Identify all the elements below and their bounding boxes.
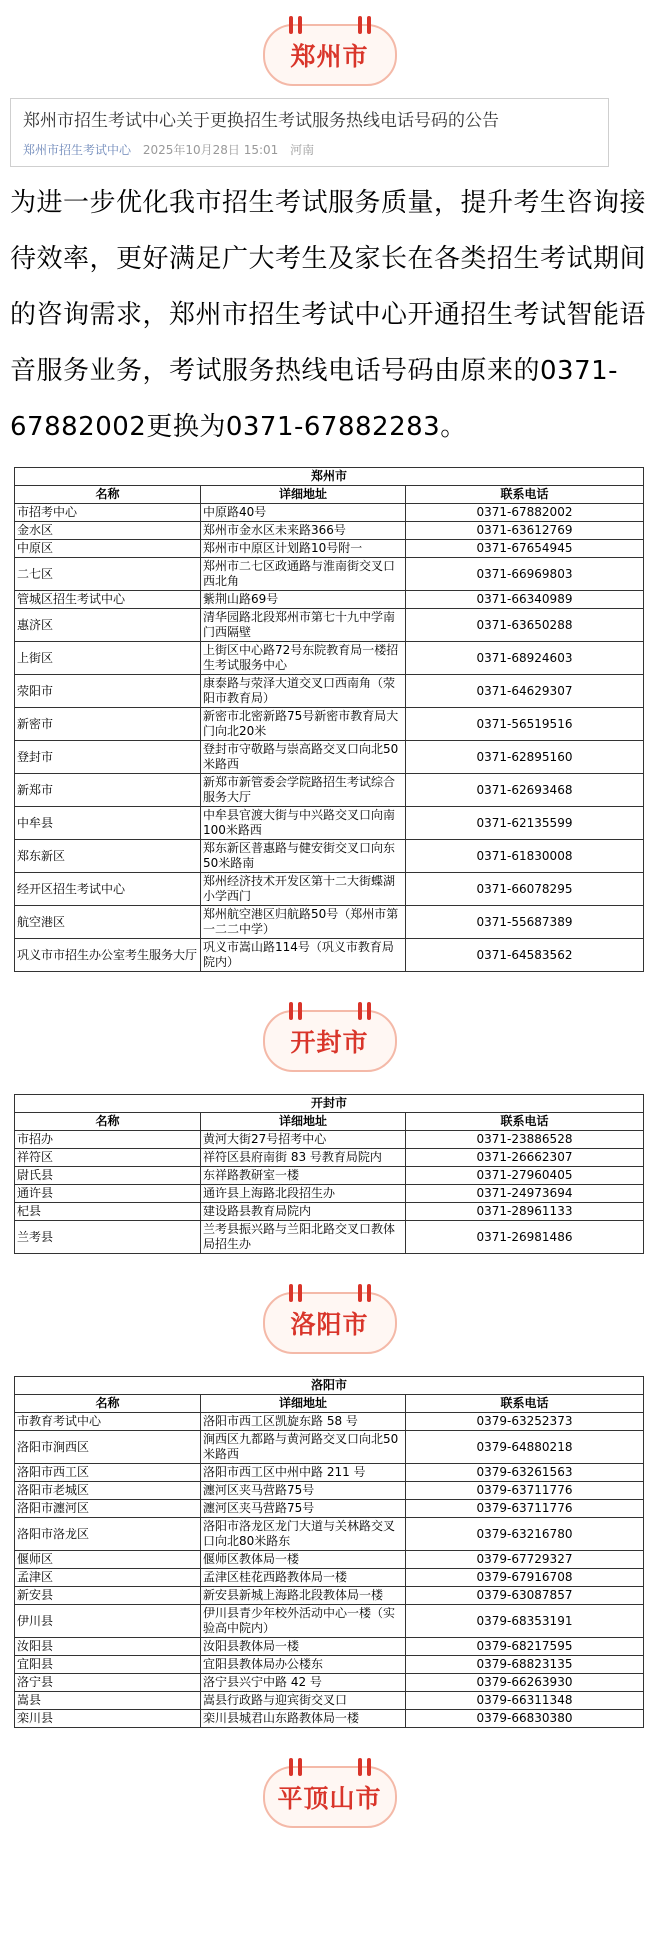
cell-name: 兰考县: [15, 1221, 201, 1254]
intro-paragraph: 为进一步优化我市招生考试服务质量，提升考生咨询接待效率，更好满足广大考生及家长在各类招生考试期间的咨询需求，郑州市招生考试中心开通招生考试智能语音服务业务，考试服务热线电话号码由原来的0371-67882002更换为0371-67882283。: [10, 188, 647, 442]
cell-phone: 0379-63252373: [406, 1413, 644, 1431]
cell-address: 郑东新区普惠路与健安街交叉口向东50米路南: [201, 840, 406, 873]
table-row: [15, 522, 644, 540]
cell-name: 祥符区: [15, 1149, 201, 1167]
cell-address: 黄河大街27号招考中心: [201, 1131, 406, 1149]
cell-name: 宜阳县: [15, 1656, 201, 1674]
table-row: [15, 591, 644, 609]
cell-address: 巩义市嵩山路114号（巩义市教育局院内）: [201, 939, 406, 972]
cell-address: 洛阳市西工区凯旋东路 58 号: [201, 1413, 406, 1431]
cell-phone: 0371-56519516: [406, 708, 644, 741]
cell-name: 洛阳市瀍河区: [15, 1500, 201, 1518]
table-row: [15, 1131, 644, 1149]
table-row: [15, 609, 644, 642]
article-location: 河南: [290, 143, 315, 157]
city-heading-zhengzhou: [0, 0, 659, 86]
cell-address: 上街区中心路72号东院教育局一楼招生考试服务中心: [201, 642, 406, 675]
city-badge: [263, 24, 397, 86]
cell-phone: 0371-26662307: [406, 1149, 644, 1167]
table-row: [15, 1167, 644, 1185]
cell-name: 二七区: [15, 558, 201, 591]
cell-name: 荥阳市: [15, 675, 201, 708]
cell-address: 郑州市金水区未来路366号: [201, 522, 406, 540]
cell-phone: 0371-66340989: [406, 591, 644, 609]
cell-address: 宜阳县教体局办公楼东: [201, 1656, 406, 1674]
table-row: [15, 708, 644, 741]
cell-name: 汝阳县: [15, 1638, 201, 1656]
table-row: [15, 774, 644, 807]
table-row: [15, 1551, 644, 1569]
city-name: 平顶山市: [277, 1784, 382, 1813]
cell-phone: 0371-27960405: [406, 1167, 644, 1185]
table-row: [15, 1710, 644, 1728]
table-row: [15, 1656, 644, 1674]
cell-address: 偃师区教体局一楼: [201, 1551, 406, 1569]
cell-address: 郑州市二七区政通路与淮南街交叉口西北角: [201, 558, 406, 591]
cell-address: 洛阳市洛龙区龙门大道与关林路交叉口向北80米路东: [201, 1518, 406, 1551]
cell-phone: 0379-66830380: [406, 1710, 644, 1728]
contact-table-luoyang: [14, 1376, 644, 1728]
cell-phone: 0371-62693468: [406, 774, 644, 807]
cell-address: 郑州航空港区归航路50号（郑州市第一二二中学）: [201, 906, 406, 939]
header-name: 名称: [15, 1113, 201, 1131]
cell-address: 通许县上海路北段招生办: [201, 1185, 406, 1203]
header-phone: 联系电话: [406, 1113, 644, 1131]
cell-name: 市招考中心: [15, 504, 201, 522]
cell-address: 中牟县官渡大街与中兴路交叉口向南100米路西: [201, 807, 406, 840]
cell-phone: 0379-68823135: [406, 1656, 644, 1674]
table-row: [15, 1185, 644, 1203]
table-row: [15, 1413, 644, 1431]
cell-name: 洛阳市涧西区: [15, 1431, 201, 1464]
cell-phone: 0371-61830008: [406, 840, 644, 873]
cell-name: 惠济区: [15, 609, 201, 642]
cell-address: 伊川县青少年校外活动中心一楼（实验高中院内）: [201, 1605, 406, 1638]
table-row: [15, 1674, 644, 1692]
cell-address: 洛阳市西工区中州中路 211 号: [201, 1464, 406, 1482]
cell-name: 洛阳市老城区: [15, 1482, 201, 1500]
table-title: 洛阳市: [15, 1377, 644, 1395]
cell-name: 通许县: [15, 1185, 201, 1203]
cell-name: 市教育考试中心: [15, 1413, 201, 1431]
cell-address: 瀍河区夹马营路75号: [201, 1500, 406, 1518]
cell-address: 祥符区县府南街 83 号教育局院内: [201, 1149, 406, 1167]
cell-phone: 0371-62135599: [406, 807, 644, 840]
table-row: [15, 939, 644, 972]
cell-phone: 0379-63216780: [406, 1518, 644, 1551]
cell-name: 航空港区: [15, 906, 201, 939]
cell-name: 登封市: [15, 741, 201, 774]
cell-name: 杞县: [15, 1203, 201, 1221]
table-row: [15, 1587, 644, 1605]
header-address: 详细地址: [201, 486, 406, 504]
header-name: 名称: [15, 1395, 201, 1413]
cell-name: 尉氏县: [15, 1167, 201, 1185]
city-heading-pingdingshan: [0, 1728, 659, 1828]
cell-name: 栾川县: [15, 1710, 201, 1728]
table-row: [15, 1638, 644, 1656]
cell-phone: 0371-62895160: [406, 741, 644, 774]
cell-name: 市招办: [15, 1131, 201, 1149]
article-date: 2025年10月28日 15:01: [142, 143, 279, 157]
header-name: 名称: [15, 486, 201, 504]
cell-phone: 0371-63650288: [406, 609, 644, 642]
cell-name: 孟津区: [15, 1569, 201, 1587]
table-row: [15, 1569, 644, 1587]
cell-phone: 0379-63711776: [406, 1500, 644, 1518]
cell-address: 登封市守敬路与崇高路交叉口向北50米路西: [201, 741, 406, 774]
table-title: 郑州市: [15, 468, 644, 486]
cell-name: 洛宁县: [15, 1674, 201, 1692]
cell-name: 中原区: [15, 540, 201, 558]
city-heading-luoyang: [0, 1254, 659, 1354]
cell-phone: 0371-67882002: [406, 504, 644, 522]
table-row: [15, 1431, 644, 1464]
city-badge: [263, 1766, 397, 1828]
table-row: [15, 741, 644, 774]
cell-phone: 0371-26981486: [406, 1221, 644, 1254]
cell-phone: 0371-66969803: [406, 558, 644, 591]
cell-address: 郑州市中原区计划路10号附一: [201, 540, 406, 558]
cell-phone: 0379-66263930: [406, 1674, 644, 1692]
cell-name: 郑东新区: [15, 840, 201, 873]
header-address: 详细地址: [201, 1113, 406, 1131]
cell-phone: 0379-63087857: [406, 1587, 644, 1605]
cell-address: 兰考县振兴路与兰阳北路交叉口教体局招生办: [201, 1221, 406, 1254]
header-phone: 联系电话: [406, 486, 644, 504]
article-card[interactable]: [10, 98, 609, 167]
table-row: [15, 675, 644, 708]
cell-address: 新安县新城上海路北段教体局一楼: [201, 1587, 406, 1605]
cell-address: 栾川县城君山东路教体局一楼: [201, 1710, 406, 1728]
cell-name: 新密市: [15, 708, 201, 741]
cell-address: 中原路40号: [201, 504, 406, 522]
article-meta: [23, 141, 596, 158]
cell-address: 郑州经济技术开发区第十二大街蝶湖小学西门: [201, 873, 406, 906]
cell-phone: 0379-64880218: [406, 1431, 644, 1464]
cell-address: 洛宁县兴宁中路 42 号: [201, 1674, 406, 1692]
cell-phone: 0379-67916708: [406, 1569, 644, 1587]
cell-name: 中牟县: [15, 807, 201, 840]
table-row: [15, 642, 644, 675]
city-heading-kaifeng: [0, 972, 659, 1072]
table-row: [15, 840, 644, 873]
cell-address: 嵩县行政路与迎宾街交叉口: [201, 1692, 406, 1710]
table-row: [15, 807, 644, 840]
cell-phone: 0379-68217595: [406, 1638, 644, 1656]
cell-name: 偃师区: [15, 1551, 201, 1569]
cell-phone: 0379-66311348: [406, 1692, 644, 1710]
cell-phone: 0371-68924603: [406, 642, 644, 675]
cell-phone: 0371-28961133: [406, 1203, 644, 1221]
cell-address: 瀍河区夹马营路75号: [201, 1482, 406, 1500]
cell-address: 康泰路与荥泽大道交叉口西南角（荥阳市教育局）: [201, 675, 406, 708]
cell-name: 上街区: [15, 642, 201, 675]
cell-address: 建设路县教育局院内: [201, 1203, 406, 1221]
cell-address: 新郑市新管委会学院路招生考试综合服务大厅: [201, 774, 406, 807]
cell-phone: 0379-67729327: [406, 1551, 644, 1569]
cell-phone: 0371-55687389: [406, 906, 644, 939]
cell-name: 新安县: [15, 1587, 201, 1605]
cell-phone: 0371-64583562: [406, 939, 644, 972]
cell-phone: 0371-67654945: [406, 540, 644, 558]
cell-phone: 0371-24973694: [406, 1185, 644, 1203]
cell-address: 孟津区桂花西路教体局一楼: [201, 1569, 406, 1587]
table-row: [15, 873, 644, 906]
city-name: 洛阳市: [290, 1310, 369, 1339]
table-row: [15, 1482, 644, 1500]
table-row: [15, 1221, 644, 1254]
contact-table-zhengzhou: [14, 467, 644, 972]
city-name: 郑州市: [290, 42, 369, 71]
cell-phone: 0371-23886528: [406, 1131, 644, 1149]
cell-name: 新郑市: [15, 774, 201, 807]
city-badge: [263, 1292, 397, 1354]
cell-address: 新密市北密新路75号新密市教育局大门向北20米: [201, 708, 406, 741]
table-row: [15, 906, 644, 939]
cell-name: 嵩县: [15, 1692, 201, 1710]
table-row: [15, 1500, 644, 1518]
table-row: [15, 1518, 644, 1551]
cell-phone: 0379-63711776: [406, 1482, 644, 1500]
table-title: 开封市: [15, 1095, 644, 1113]
cell-phone: 0379-68353191: [406, 1605, 644, 1638]
table-row: [15, 504, 644, 522]
contact-table-kaifeng: [14, 1094, 644, 1254]
header-address: 详细地址: [201, 1395, 406, 1413]
table-row: [15, 1692, 644, 1710]
cell-name: 巩义市市招生办公室考生服务大厅: [15, 939, 201, 972]
cell-phone: 0371-64629307: [406, 675, 644, 708]
cell-name: 洛阳市西工区: [15, 1464, 201, 1482]
cell-name: 金水区: [15, 522, 201, 540]
cell-address: 汝阳县教体局一楼: [201, 1638, 406, 1656]
table-row: [15, 1149, 644, 1167]
cell-address: 涧西区九都路与黄河路交叉口向北50 米路西: [201, 1431, 406, 1464]
cell-address: 清华园路北段郑州市第七十九中学南门西隔壁: [201, 609, 406, 642]
cell-address: 东祥路教研室一楼: [201, 1167, 406, 1185]
cell-phone: 0371-63612769: [406, 522, 644, 540]
article-title[interactable]: 郑州市招生考试中心关于更换招生考试服务热线电话号码的公告: [23, 111, 499, 131]
cell-name: 管城区招生考试中心: [15, 591, 201, 609]
cell-name: 洛阳市洛龙区: [15, 1518, 201, 1551]
table-row: [15, 1203, 644, 1221]
table-row: [15, 558, 644, 591]
table-row: [15, 540, 644, 558]
header-phone: 联系电话: [406, 1395, 644, 1413]
cell-name: 伊川县: [15, 1605, 201, 1638]
table-row: [15, 1464, 644, 1482]
city-badge: [263, 1010, 397, 1072]
table-row: [15, 1605, 644, 1638]
cell-phone: 0379-63261563: [406, 1464, 644, 1482]
article-source[interactable]: 郑州市招生考试中心: [23, 143, 132, 157]
city-name: 开封市: [290, 1028, 369, 1057]
cell-name: 经开区招生考试中心: [15, 873, 201, 906]
cell-phone: 0371-66078295: [406, 873, 644, 906]
cell-address: 紫荆山路69号: [201, 591, 406, 609]
